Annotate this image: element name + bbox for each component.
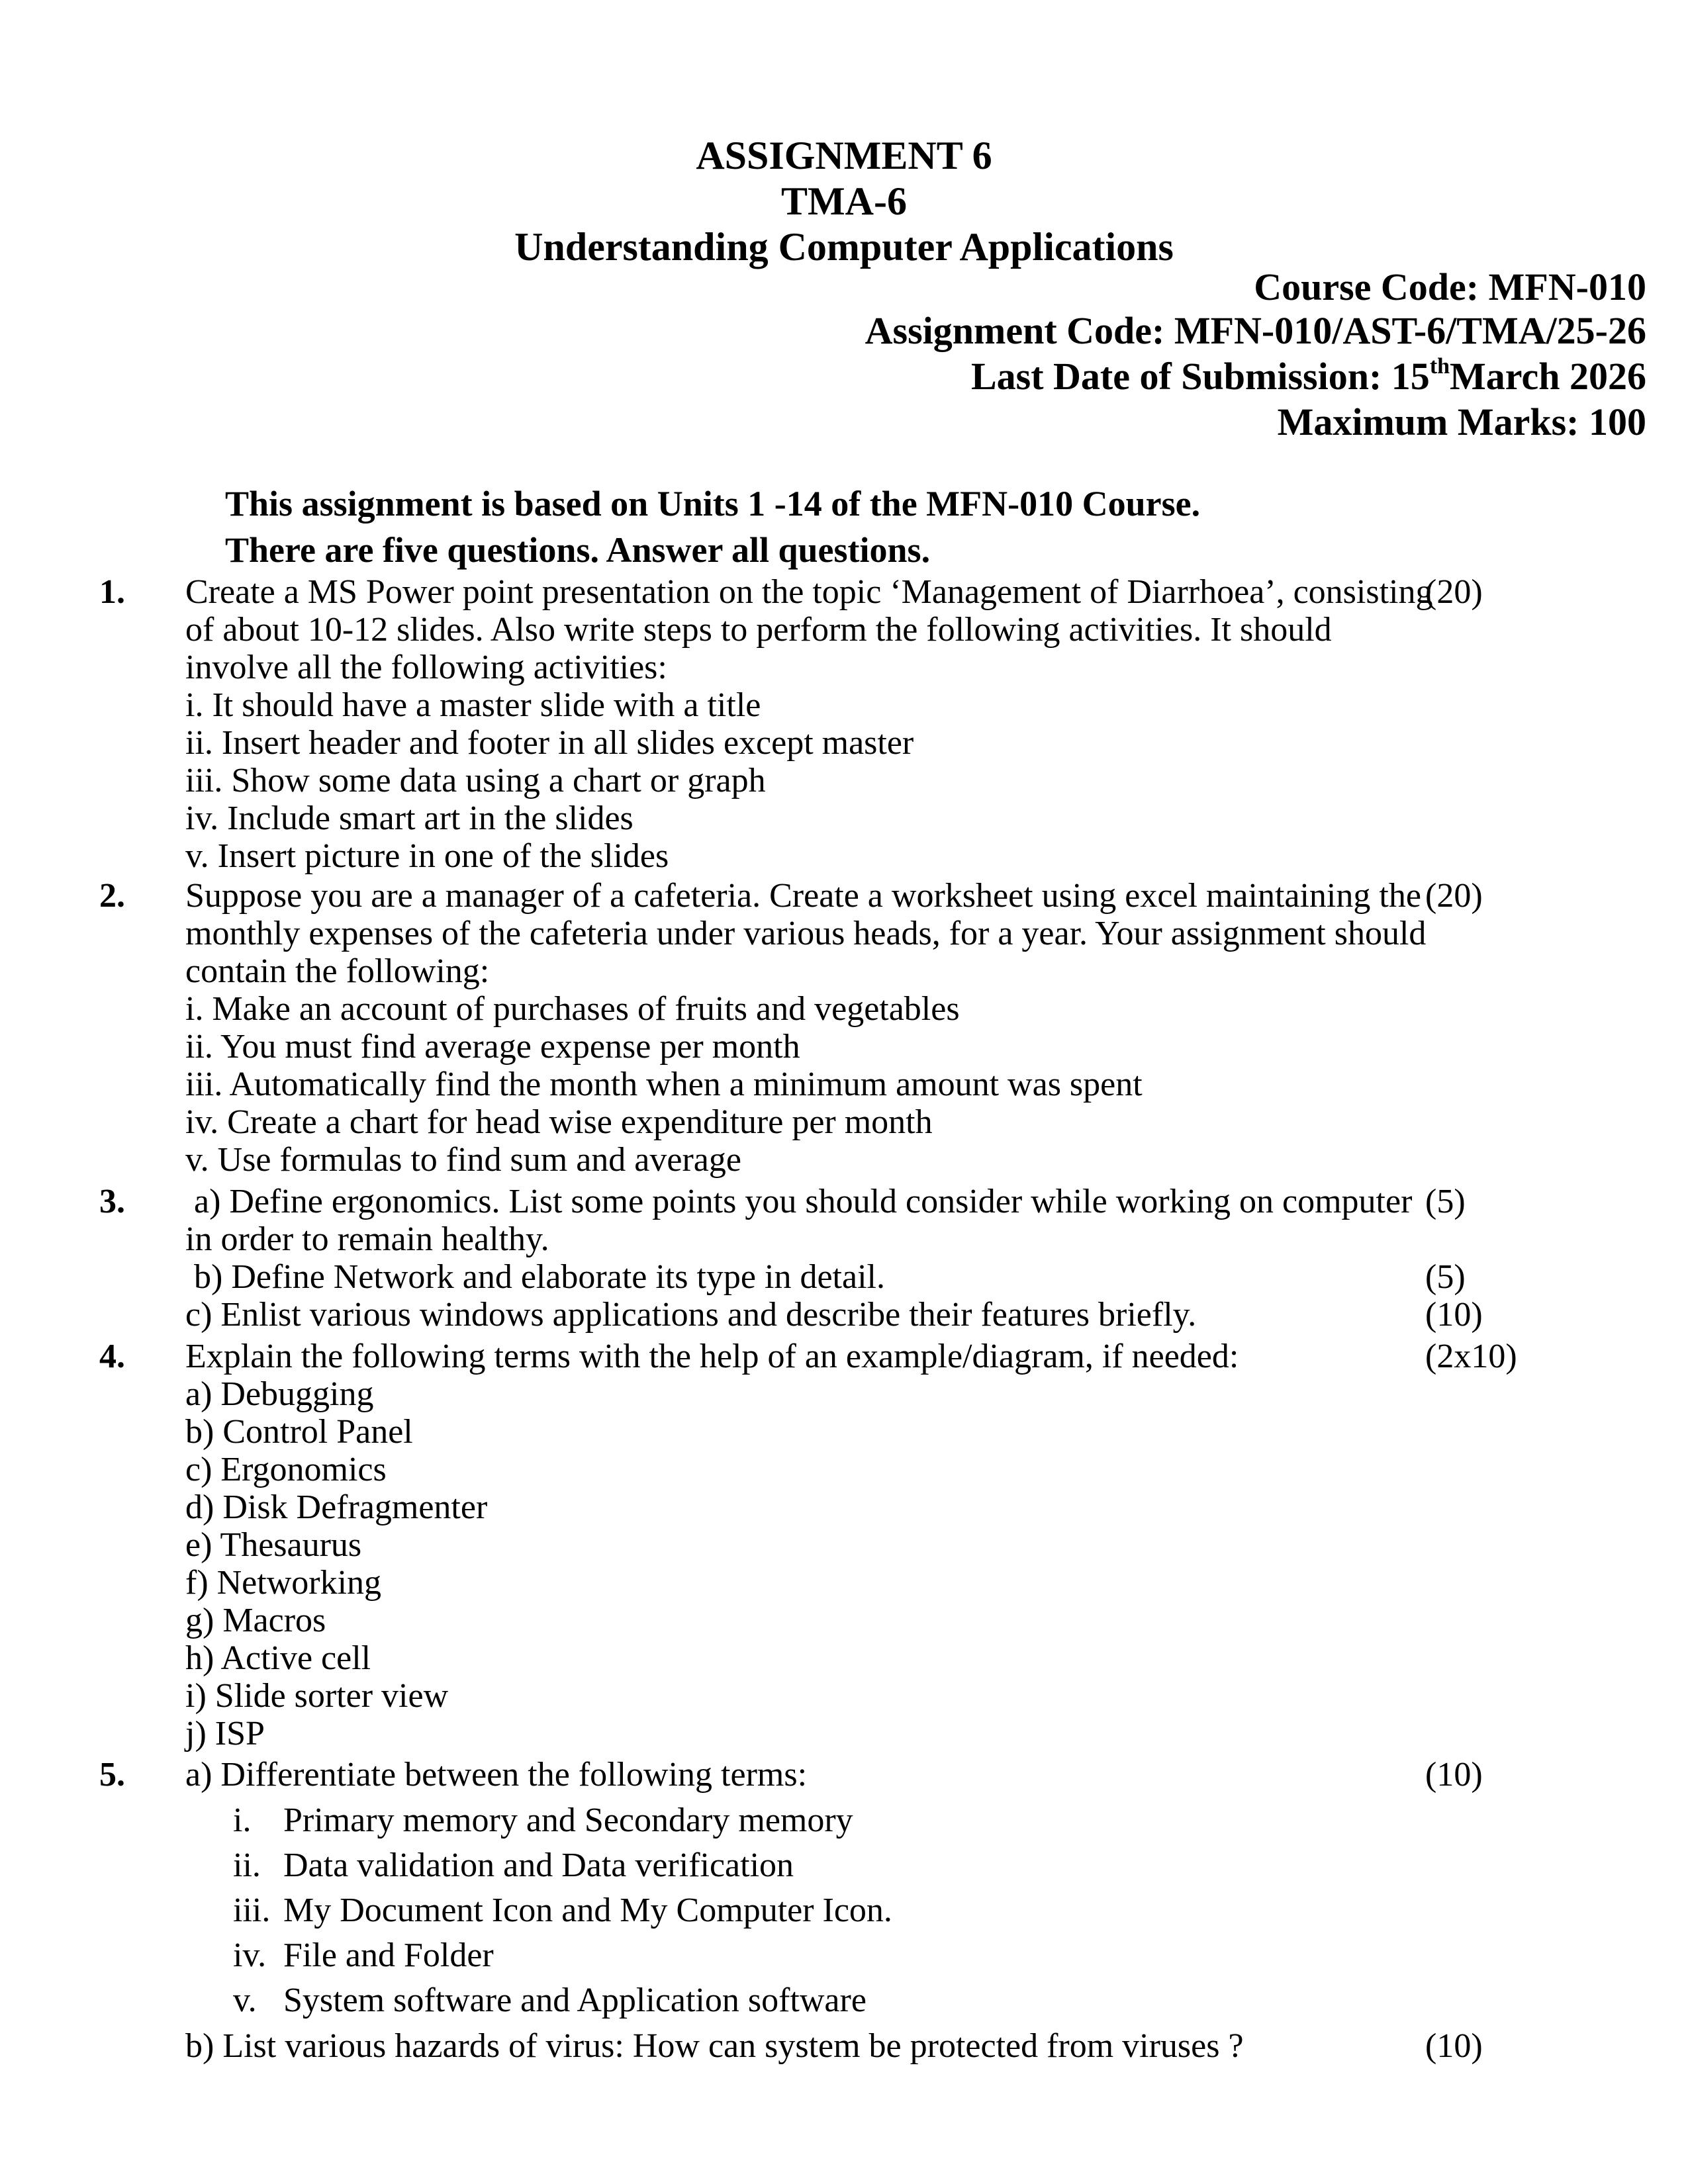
question-line [0, 686, 1688, 724]
subitem-numeral: i. [233, 1801, 252, 1839]
last-date-month: March 2026 [1450, 355, 1646, 398]
question-text: iv. Create a chart for head wise expenditure per month [185, 1103, 933, 1141]
question-line [0, 1936, 1688, 1974]
question-text: i. Make an account of purchases of fruits and vegetables [185, 990, 960, 1028]
question-text: d) Disk Defragmenter [185, 1488, 488, 1526]
question-number: 3. [99, 1183, 125, 1220]
question-text: j) ISP [185, 1715, 265, 1752]
question-text: a) Differentiate between the following terms: [185, 1756, 808, 1794]
question-text: b) Define Network and elaborate its type in detail. [185, 1258, 885, 1296]
question-line [0, 915, 1688, 952]
question-line [0, 649, 1688, 686]
question-line [0, 1564, 1688, 1602]
question-line [0, 1891, 1688, 1929]
subitem-text: My Document Icon and My Computer Icon. [283, 1891, 892, 1929]
question-line [0, 1715, 1688, 1752]
subitem-numeral: v. [233, 1981, 257, 2019]
question-text: v. Use formulas to find sum and average [185, 1141, 741, 1179]
subitem-numeral: iv. [233, 1936, 267, 1974]
question-line [0, 952, 1688, 990]
question-line [0, 1028, 1688, 1066]
question-line [0, 799, 1688, 837]
question-line [0, 1375, 1688, 1413]
question-line [0, 1258, 1688, 1296]
marks-label: (2x10) [1425, 1338, 1517, 1375]
question-line [0, 1526, 1688, 1564]
subitem-text: Primary memory and Secondary memory [283, 1801, 853, 1839]
course-code: Course Code: MFN-010 [1254, 265, 1646, 308]
question-line [0, 1183, 1688, 1220]
question-text: contain the following: [185, 952, 490, 990]
question-line [0, 1066, 1688, 1103]
question-text: v. Insert picture in one of the slides [185, 837, 669, 875]
question-line [0, 1602, 1688, 1639]
question-text: c) Enlist various windows applications and describe their features briefly. [185, 1296, 1197, 1334]
question-text: ii. You must find average expense per month [185, 1028, 800, 1066]
question-text: iv. Include smart art in the slides [185, 799, 633, 837]
question-number: 5. [99, 1756, 125, 1794]
question-line [0, 1413, 1688, 1451]
ordinal-superscript: th [1429, 354, 1450, 379]
question-line [0, 611, 1688, 649]
question-text: iii. Automatically find the month when a minimum amount was spent [185, 1066, 1143, 1103]
question-line [0, 1451, 1688, 1488]
subitem-numeral: ii. [233, 1846, 261, 1884]
question-number: 2. [99, 877, 125, 915]
maximum-marks: Maximum Marks: 100 [1277, 400, 1646, 443]
question-line [0, 1756, 1688, 1794]
question-text: c) Ergonomics [185, 1451, 387, 1488]
question-line [0, 1103, 1688, 1141]
question-line [0, 1338, 1688, 1375]
question-line [0, 1141, 1688, 1179]
last-date-of-submission [970, 354, 1646, 398]
marks-label: (10) [1425, 1756, 1483, 1794]
question-text: i) Slide sorter view [185, 1677, 449, 1715]
question-line [0, 1801, 1688, 1839]
question-line [0, 573, 1688, 611]
question-line [0, 762, 1688, 799]
question-text: involve all the following activities: [185, 649, 667, 686]
question-text: b) List various hazards of virus: How can system be protected from viruses ? [185, 2027, 1244, 2065]
instruction-line-2: There are five questions. Answer all questions. [225, 530, 931, 570]
question-text: a) Define ergonomics. List some points you should consider while working on computer [185, 1183, 1413, 1220]
question-line [0, 990, 1688, 1028]
assignment-code: Assignment Code: MFN-010/AST-6/TMA/25-26 [865, 309, 1646, 352]
course-name-title: Understanding Computer Applications [514, 225, 1174, 269]
question-line [0, 1639, 1688, 1677]
marks-label: (10) [1425, 1296, 1483, 1334]
marks-label: (10) [1425, 2027, 1483, 2065]
marks-label: (20) [1425, 877, 1483, 915]
question-text: f) Networking [185, 1564, 382, 1602]
question-text: e) Thesaurus [185, 1526, 362, 1564]
question-text: in order to remain healthy. [185, 1220, 549, 1258]
question-line [0, 1981, 1688, 2019]
question-line [0, 1677, 1688, 1715]
question-text: of about 10-12 slides. Also write steps to perform the following activities. It should [185, 611, 1332, 649]
instruction-line-1: This assignment is based on Units 1 -14 of the MFN-010 Course. [225, 484, 1201, 523]
marks-label: (5) [1425, 1183, 1466, 1220]
question-number: 1. [99, 573, 125, 611]
question-line [0, 1296, 1688, 1334]
marks-label: (20) [1425, 573, 1483, 611]
question-text: monthly expenses of the cafeteria under various heads, for a year. Your assignment should [185, 915, 1427, 952]
question-line [0, 1220, 1688, 1258]
question-line [0, 2027, 1688, 2065]
tma-subtitle: TMA-6 [781, 179, 907, 223]
subitem-text: File and Folder [283, 1936, 494, 1974]
question-text: i. It should have a master slide with a title [185, 686, 761, 724]
question-text: Explain the following terms with the help of an example/diagram, if needed: [185, 1338, 1239, 1375]
subitem-numeral: iii. [233, 1891, 271, 1929]
question-text: Create a MS Power point presentation on the topic ‘Management of Diarrhoea’, consisting [185, 573, 1433, 611]
question-line [0, 724, 1688, 762]
question-line [0, 877, 1688, 915]
question-line [0, 1846, 1688, 1884]
marks-label: (5) [1425, 1258, 1466, 1296]
question-text: b) Control Panel [185, 1413, 413, 1451]
question-text: ii. Insert header and footer in all slides except master [185, 724, 914, 762]
question-text: h) Active cell [185, 1639, 371, 1677]
subitem-text: System software and Application software [283, 1981, 867, 2019]
question-line [0, 837, 1688, 875]
question-text: a) Debugging [185, 1375, 374, 1413]
question-text: g) Macros [185, 1602, 326, 1639]
question-line [0, 1488, 1688, 1526]
question-text: Suppose you are a manager of a cafeteria. Create a worksheet using excel maintaining the [185, 877, 1421, 915]
subitem-text: Data validation and Data verification [283, 1846, 794, 1884]
page-title: ASSIGNMENT 6 [696, 134, 992, 177]
question-text: iii. Show some data using a chart or graph [185, 762, 766, 799]
question-number: 4. [99, 1338, 125, 1375]
last-date-text: Last Date of Submission: 15 [970, 355, 1430, 398]
